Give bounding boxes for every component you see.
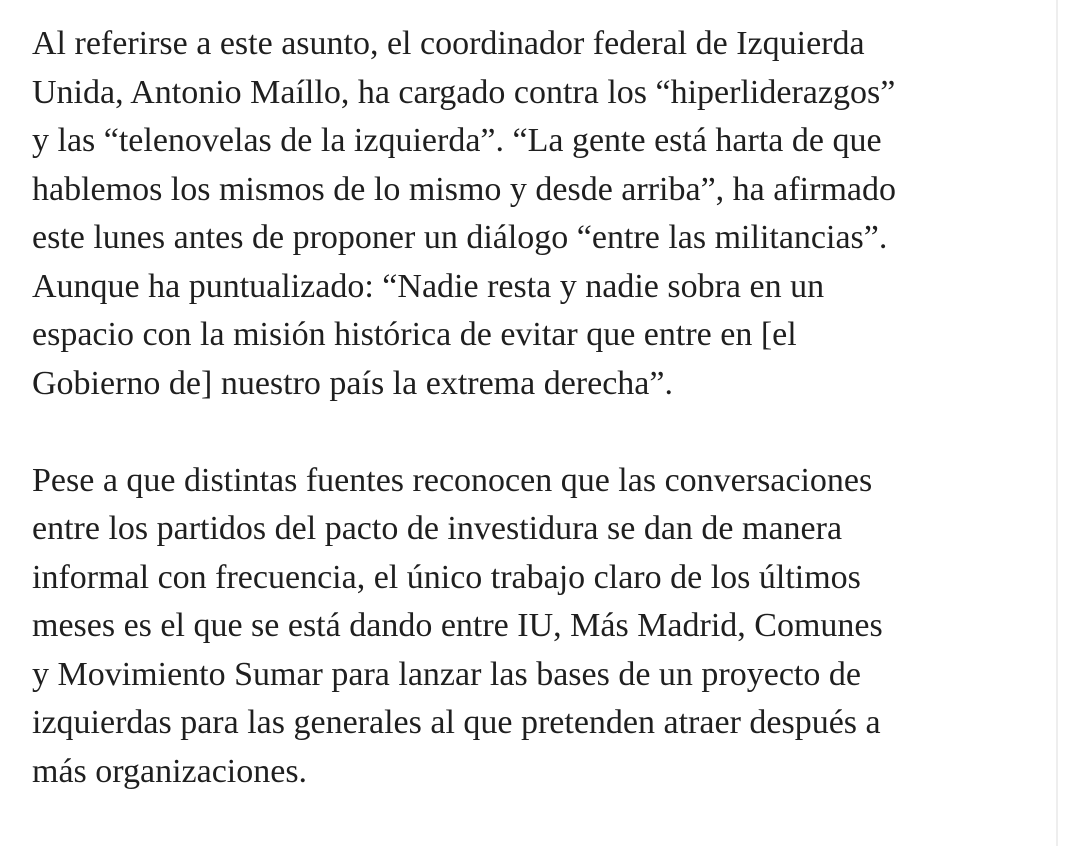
paragraph-1-line-6: Aunque ha puntualizado: “Nadie resta y nadie sobra en un bbox=[32, 267, 825, 305]
paragraph-1-line-8: Gobierno de] nuestro país la extrema derecha”. bbox=[32, 364, 673, 402]
article-body bbox=[32, 20, 1042, 845]
paragraph-1-line-2: Unida, Antonio Maíllo, ha cargado contra los “hiperliderazgos” bbox=[32, 73, 896, 111]
paragraph-1-line-1: Al referirse a este asunto, el coordinador federal de Izquierda bbox=[32, 25, 865, 62]
paragraph-1-line-5: este lunes antes de proponer un diálogo “entre las militancias”. bbox=[32, 219, 888, 256]
paragraph-2-line-5: y Movimiento Sumar para lanzar las bases de un proyecto de bbox=[32, 655, 861, 693]
paragraph-2-line-2: entre los partidos del pacto de investidura se dan de manera bbox=[32, 510, 843, 547]
paragraph-1-line-4: hablemos los mismos de lo mismo y desde arriba”, ha afirmado bbox=[32, 170, 896, 208]
paragraph-2-line-6: izquierdas para las generales al que pretenden atraer después a bbox=[32, 704, 881, 741]
paragraph-1-line-7: espacio con la misión histórica de evitar que entre en [el bbox=[32, 316, 797, 353]
paragraph-1-line-3: y las “telenovelas de la izquierda”. “La gente está harta de que bbox=[32, 122, 882, 159]
paragraph-2-line-7: más organizaciones. bbox=[32, 752, 308, 790]
article-paragraph-1 bbox=[32, 20, 1042, 408]
article-paragraph-2 bbox=[32, 457, 1042, 797]
paragraph-2-line-1: Pese a que distintas fuentes reconocen que las conversaciones bbox=[32, 461, 873, 499]
paragraph-2-line-4: meses es el que se está dando entre IU, Más Madrid, Comunes bbox=[32, 607, 883, 644]
paragraph-2-line-3: informal con frecuencia, el único trabajo claro de los últimos bbox=[32, 558, 861, 596]
right-edge-divider bbox=[1056, 0, 1058, 846]
